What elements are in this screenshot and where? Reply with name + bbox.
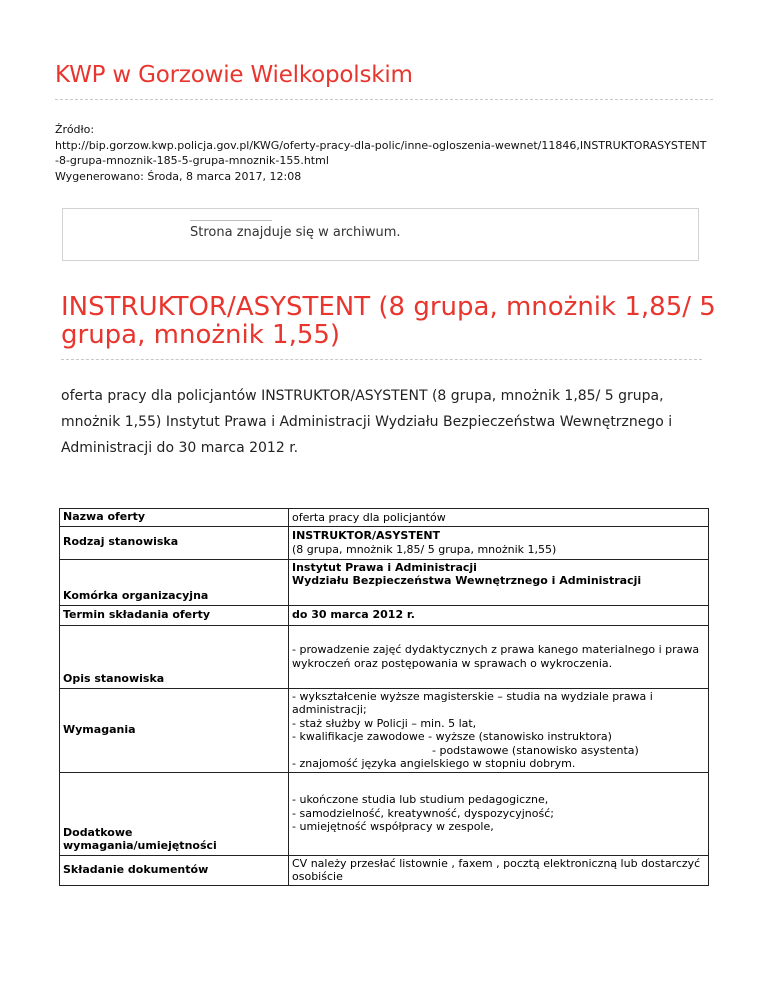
row-value (289, 688, 709, 772)
row-label: Nazwa oferty (60, 509, 289, 527)
row-label: Termin składania oferty (60, 605, 289, 625)
value-line: INSTRUKTOR/ASYSTENT (292, 529, 441, 542)
row-value (289, 509, 709, 527)
row-value (289, 605, 709, 625)
archive-notice-box (62, 208, 699, 261)
value-line: CV należy przesłać listownie , faxem , pocztą elektroniczną lub dostarczyć (292, 856, 701, 870)
value-line: administracji; (292, 703, 367, 716)
value-line: wykroczeń oraz postępowania w sprawach o wykroczenia. (292, 656, 613, 670)
table-row (60, 772, 709, 855)
table-row (60, 605, 709, 625)
value-line: - umiejętność współpracy w zespole, (292, 820, 494, 834)
row-value (289, 526, 709, 559)
source-label: Źródło: (55, 123, 95, 136)
value-line: (8 grupa, mnożnik 1,85/ 5 grupa, mnożnik 1,55) (292, 542, 557, 556)
table-row (60, 688, 709, 772)
table-row (60, 855, 709, 885)
row-value (289, 625, 709, 688)
table-row (60, 509, 709, 527)
archive-notice: Strona znajduje się w archiwum. (190, 225, 401, 240)
row-value (289, 855, 709, 885)
value-line: do 30 marca 2012 r. (292, 608, 415, 622)
title-divider (61, 359, 702, 360)
row-value (289, 772, 709, 855)
generated-date: Wygenerowano: Środa, 8 marca 2017, 12:08 (55, 169, 302, 183)
table-row (60, 559, 709, 605)
row-value (289, 559, 709, 605)
site-title[interactable]: KWP w Gorzowie Wielkopolskim (55, 62, 413, 88)
value-line: - kwalifikacje zawodowe - wyższe (stanowisko instruktora) (292, 730, 612, 743)
offer-table (59, 508, 709, 886)
archive-notice-divider (190, 220, 272, 221)
value-line: - prowadzenie zajęć dydaktycznych z prawa kanego materialnego i prawa (292, 643, 700, 656)
row-label: Wymagania (60, 688, 289, 772)
source-url-line-1[interactable]: http://bip.gorzow.kwp.policja.gov.pl/KWG/oferty-pracy-dla-polic/inne-ogloszenia-wewnet/11846,INSTRUKTORASYSTENT (55, 138, 707, 152)
value-line: - staż służby w Policji – min. 5 lat, (292, 716, 477, 730)
value-line: Wydziału Bezpieczeństwa Wewnętrznego i Administracji (292, 574, 642, 587)
value-line: - podstawowe (stanowisko asystenta) (432, 743, 639, 757)
table-row (60, 526, 709, 559)
value-line: - ukończone studia lub studium pedagogiczne, (292, 793, 549, 807)
row-label: Dodatkowe wymagania/umiejętności (60, 772, 289, 855)
value-line: oferta pracy dla policjantów (292, 510, 446, 524)
row-label: Opis stanowiska (60, 625, 289, 688)
value-line: - znajomość języka angielskiego w stopniu dobrym. (292, 757, 576, 770)
value-line: Instytut Prawa i Administracji (292, 560, 477, 574)
row-label: Rodzaj stanowiska (60, 526, 289, 559)
header-divider (55, 99, 713, 100)
source-url-line-2[interactable]: -8-grupa-mnoznik-185-5-grupa-mnoznik-155.html (55, 154, 329, 167)
value-line: osobiście (292, 870, 343, 883)
table-row (60, 625, 709, 688)
row-label: Składanie dokumentów (60, 855, 289, 885)
value-line: - samodzielność, kreatywność, dyspozycyjność; (292, 806, 554, 820)
row-label: Komórka organizacyjna (60, 559, 289, 605)
source-info (55, 122, 720, 184)
value-line: - wykształcenie wyższe magisterskie – studia na wydziale prawa i (292, 689, 653, 703)
article-title: INSTRUKTOR/ASYSTENT (8 grupa, mnożnik 1,85/ 5 grupa, mnożnik 1,55) (61, 292, 716, 350)
article-lead: oferta pracy dla policjantów INSTRUKTOR/ASYSTENT (8 grupa, mnożnik 1,85/ 5 grupa, mnożnik 1,55) Instytut Prawa i Administracji Wydziału Bezpieczeństwa Wewnętrznego i Administracji do 30 marca 2012 r. (61, 388, 673, 456)
